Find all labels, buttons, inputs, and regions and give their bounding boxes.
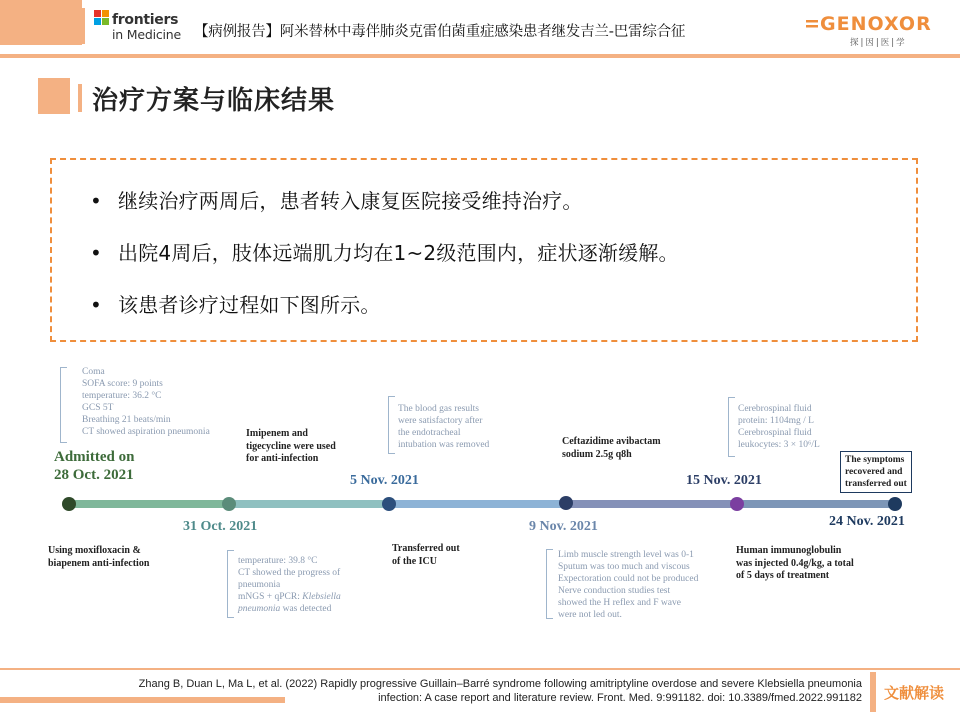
event-immunoglobulin: Human immunoglobulin was injected 0.4g/kg, a total of 5 days of treatment (736, 545, 854, 581)
timeline-segment (566, 500, 738, 508)
citation-line-1: Zhang B, Duan L, Ma L, et al. (2022) Rapidly progressive Guillain–Barré syndrome following amitriptyline overdose and severe Klebsiella pneumonia (138, 678, 862, 690)
date-nov15: 15 Nov. 2021 (686, 473, 762, 488)
frontiers-logo (94, 8, 194, 42)
bullet-item: • 出院4周后，肢体远端肌力均在1~2级范围内，症状逐渐缓解。 (90, 241, 679, 265)
note-bracket (60, 367, 67, 443)
timeline-node-nov15 (730, 497, 744, 511)
header-rule (0, 54, 960, 58)
footer-accent-bar (870, 672, 876, 712)
timeline-node-nov24 (888, 497, 902, 511)
note-bracket (227, 550, 234, 618)
event-moxifloxacin: Using moxifloxacin & biapenem anti-infection (48, 545, 150, 569)
timeline-node-oct28 (62, 497, 76, 511)
date-admitted: Admitted on 28 Oct. 2021 (54, 449, 135, 483)
header-divider (82, 8, 85, 44)
header-title: 【病例报告】阿米替林中毒伴肺炎克雷伯菌重症感染患者继发吉兰-巴雷综合征 (194, 24, 686, 40)
timeline-segment (228, 500, 392, 508)
timeline-node-oct31 (222, 497, 236, 511)
date-nov5: 5 Nov. 2021 (350, 473, 419, 488)
genoxor-logo (806, 13, 936, 47)
timeline-node-nov5 (382, 497, 396, 511)
event-ceftazidime: Ceftazidime avibactam sodium 2.5g q8h (562, 436, 661, 460)
event-recovered: The symptoms recovered and transferred out (840, 451, 912, 493)
section-accent-block (38, 78, 70, 114)
bullet-dot: • (90, 293, 102, 317)
header-accent-block (0, 0, 82, 45)
timeline-node-nov9 (559, 496, 573, 510)
footer-label: 文献解读 (884, 684, 945, 702)
note-bracket (388, 396, 395, 454)
brand-subtitle: 探|因|医|学 (850, 38, 907, 48)
date-nov9: 9 Nov. 2021 (529, 519, 598, 534)
timeline-segment (68, 500, 230, 508)
bullet-item: • 继续治疗两周后，患者转入康复医院接受维持治疗。 (90, 189, 583, 213)
timeline-figure (0, 350, 960, 665)
publisher-journal: in Medicine (112, 27, 182, 42)
admission-note: Coma SOFA score: 9 points temperature: 36.2 °C GCS 5T Breathing 21 beats/min CT showed aspiration pneumonia (82, 367, 210, 437)
footer-rule (0, 668, 960, 670)
bullet-dot: • (90, 189, 102, 213)
event-icu-transfer: Transferred out of the ICU (392, 543, 460, 567)
bullet-item: • 该患者诊疗过程如下图所示。 (90, 293, 381, 317)
csf-note: Cerebrospinal fluid protein: 1104mg / L Cerebrospinal fluid leukocytes: 3 × 10⁶/L (738, 404, 820, 450)
date-nov24: 24 Nov. 2021 (829, 514, 905, 529)
section-title: 治疗方案与临床结果 (92, 86, 336, 116)
nov9-note: Limb muscle strength level was 0-1 Sputum was too much and viscous Expectoration could not be produced Nerve conduction studies test showed the H reflex and F wave were not led out. (558, 550, 699, 620)
blood-gas-note: The blood gas results were satisfactory after the endotracheal intubation was removed (398, 404, 490, 450)
timeline-segment (736, 500, 898, 508)
oct31-note: temperature: 39.8 °C CT showed the progress of pneumonia mNGS + qPCR: Klebsiella pneumonia was detected (238, 556, 341, 614)
bullet-box (50, 158, 918, 342)
date-oct31: 31 Oct. 2021 (183, 519, 258, 534)
frontiers-logo-icon (94, 10, 110, 26)
brand-name: GENOXOR (820, 13, 932, 35)
note-bracket (728, 397, 735, 457)
publisher-name: frontiers (112, 12, 179, 28)
bullet-dot: • (90, 241, 102, 265)
section-accent-tick (78, 84, 82, 112)
note-bracket (546, 549, 553, 619)
timeline-segment (390, 500, 568, 508)
event-imipenem: Imipenem and tigecycline were used for anti-infection (246, 428, 336, 464)
citation-line-2: infection: A case report and literature review. Front. Med. 9:991182. doi: 10.3389/fmed.2022.991182 (378, 692, 862, 704)
citation (0, 677, 862, 705)
